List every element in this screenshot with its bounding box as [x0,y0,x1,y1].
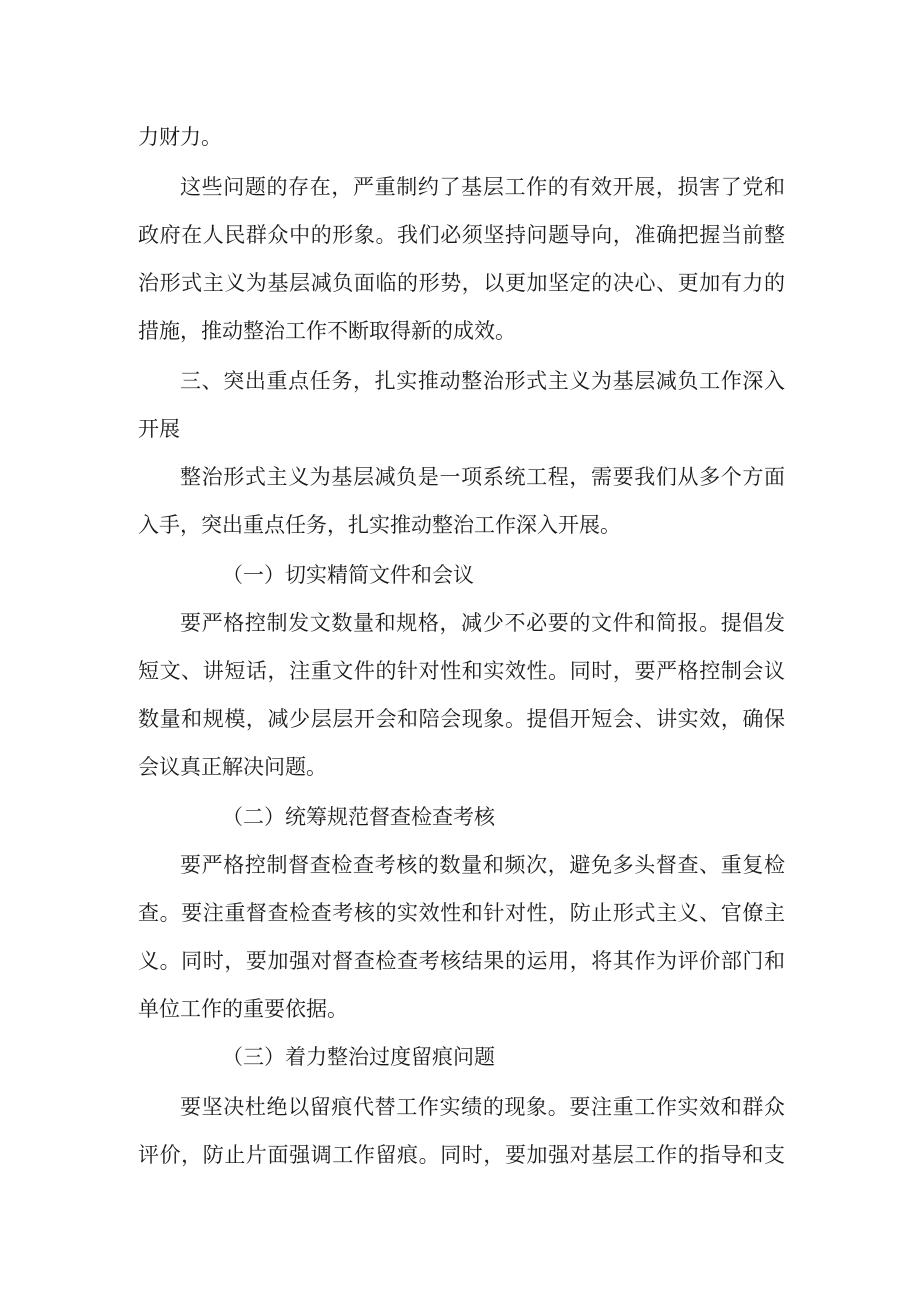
text-line: 会议真正解决问题。 [138,755,327,779]
subsection-heading: （二）统筹规范督查检查考核 [222,805,495,829]
text-line: 查。要注重督查检查考核的实效性和针对性，防止形式主义、官僚主 [138,901,785,925]
text-line: 政府在人民群众中的形象。我们必须坚持问题导向，准确把握当前整 [138,223,785,247]
text-line: 力财力。 [138,125,222,149]
text-line: 要坚决杜绝以留痕代替工作实绩的现象。要注重工作实效和群众 [180,1095,785,1119]
text-line: 治形式主义为基层减负面临的形势，以更加坚定的决心、更加有力的 [138,271,785,295]
text-line: 单位工作的重要依据。 [138,997,348,1021]
text-line: 整治形式主义为基层减负是一项系统工程，需要我们从多个方面 [180,465,785,489]
section-heading: 开展 [138,417,180,441]
text-line: 短文、讲短话，注重文件的针对性和实效性。同时，要严格控制会议 [138,659,785,683]
text-line: 评价，防止片面强调工作留痕。同时，要加强对基层工作的指导和支 [138,1143,785,1167]
text-line: 义。同时，要加强对督查检查考核结果的运用，将其作为评价部门和 [138,949,785,973]
text-line: 措施，推动整治工作不断取得新的成效。 [138,319,516,343]
text-line: 这些问题的存在，严重制约了基层工作的有效开展，损害了党和 [180,175,785,199]
text-line: 入手，突出重点任务，扎实推动整治工作深入开展。 [138,513,621,537]
text-line: 要严格控制督查检查考核的数量和频次，避免多头督查、重复检 [180,853,785,877]
text-line: 数量和规模，减少层层开会和陪会现象。提倡开短会、讲实效，确保 [138,707,785,731]
text-line: 要严格控制发文数量和规格，减少不必要的文件和简报。提倡发 [180,611,785,635]
subsection-heading: （三）着力整治过度留痕问题 [222,1045,495,1069]
subsection-heading: （一）切实精简文件和会议 [222,563,474,587]
section-heading: 三、突出重点任务，扎实推动整治形式主义为基层减负工作深入 [180,369,785,393]
